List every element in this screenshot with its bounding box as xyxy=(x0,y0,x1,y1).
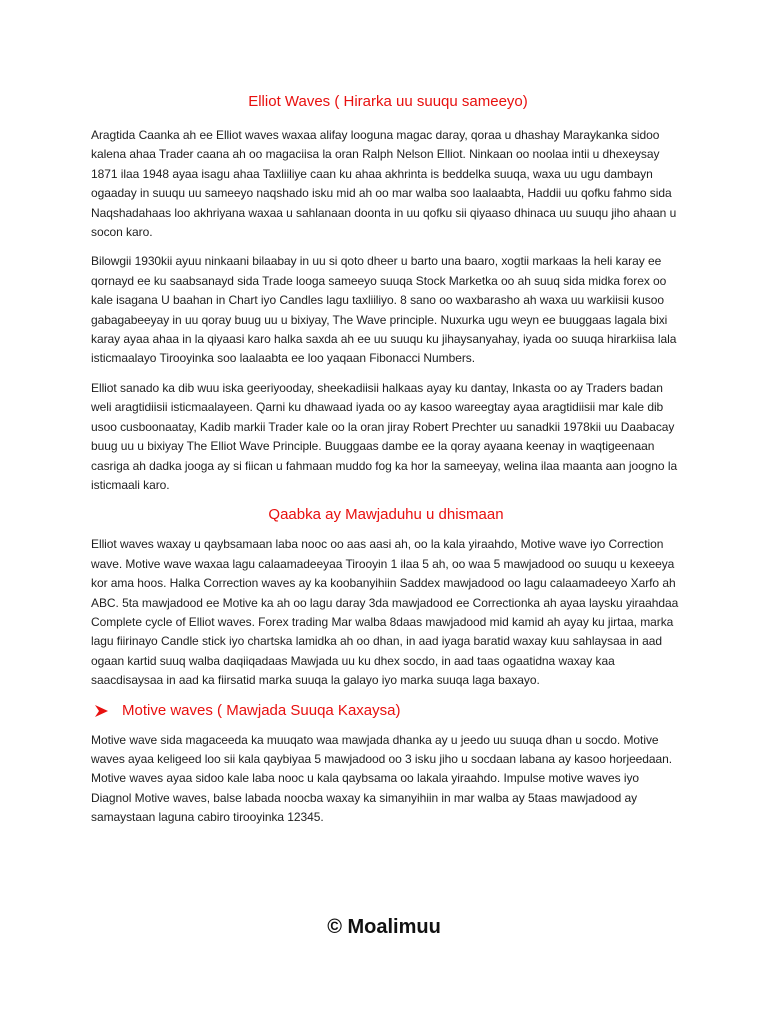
motive-waves-heading xyxy=(91,701,681,721)
motive-waves-heading-label: Motive waves ( Mawjada Suuqa Kaxaysa) xyxy=(122,701,401,719)
structure-paragraph: Elliot waves waxay u qaybsamaan laba nooc oo aas aasi ah, oo la kala yiraahdo, Motive wave iyo Correction wave. Motive wave waxaa lagu calaamadeeyaa Tirooyin 1 ilaa 5 ah, oo waa 5 mawjadood oo suuqu u kexeeya kor ama hoos. Halka Correction waves ay ka koobanyihiin Saddex mawjadood oo lagu calaamadeeyo Xarfo ah ABC. 5ta mawjadood ee Motive ka ah oo lagu daray 3da mawjadood ee Correctionka ah ayaa laysku yiraahdaa Complete cycle of Elliot waves. Forex trading Mar walba 8daas mawjadood mid kamid ah ayay ku jirtaa, marka lagu fiirinayo Candle stick iyo chartska lamidka ah oo dhan, in aad iyaga baratid waxay kuu sahlaysaa in aad ogaan kartid suuq walba daqiiqadaas Mawjada uu ku dhex socdo, in aad taas ogaatidna waxay kaa saacdisaysaa in aad ka fiirsatid marka suuqa la galayo iyo marka suuqa laga baxayo. xyxy=(91,537,679,688)
arrowhead-bullet-icon xyxy=(95,705,108,717)
document-content xyxy=(91,92,681,828)
intro-paragraph-1: Aragtida Caanka ah ee Elliot waves waxaa alifay looguna magac daray, qoraa u dhashay Maraykanka sidoo kalena ahaa Trader caana ah oo magaciisa la oran Ralph Nelson Elliot. Ninkaan oo noolaa intii u dhexeysay 1871 ilaa 1948 ayaa isagu ahaa Taxliiliye caan ku ahaa akhrinta is beddelka suuqa, waxa uu ugu dambayn ogaaday in suuqu uu sameeyo naqshado isku mid ah oo mar walba soo laalaabta, Haddii uu qofku fahmo sida Naqshadahaas loo akhriyana waxaa u sahlanaan doonta in uu qofku sii qiyaaso dhinaca uu suuqu jiho ahaan u socon karo. xyxy=(91,128,677,240)
intro-paragraph-3: Elliot sanado ka dib wuu iska geeriyooday, sheekadiisii halkaas ayay ku dantay, Inkasta oo ay Traders badan weli aragtidiisii isticmaalayeen. Qarni ku dhawaad iyada oo ay kasoo wareegtay ayaa aragtidiisii mar kale dib usoo cusboonaatay, Kadib markii Trader kale oo la oran jiray Robert Prechter uu sanadkii 1978kii uu Daabacay buug uu u bixiyay The Elliot Wave Principle. Buuggaas dambe ee la qoray ayaana keenay in waqtigeenaan casriga ah dadka jooga ay si fiican u fahmaan muddo fog ka hor la sameeyay, welina ilaa maanta aan joogno la isticmaali karo. xyxy=(91,380,678,492)
motive-paragraph: Motive wave sida magaceeda ka muuqato waa mawjada dhanka ay u jeedo uu suuqa dhan u socdo. Motive waves ayaa keligeed loo sii kala qaybiyaa 5 mawjadood oo 3 isku jiho u socdaan labana ay kasoo horjeedaan. Motive waves ayaa sidoo kale laba nooc u kala qaybsama oo lakala yiraahdo. Impulse motive waves iyo Diagnol Motive waves, balse labada noocba waxay ka simanyihiin in mar walba ay 5taas mawjadood ay samaystaan laguna cabiro tirooyinka 12345. xyxy=(91,732,673,825)
copyright-footer: © Moalimuu xyxy=(327,916,441,938)
intro-paragraph-2: Bilowgii 1930kii ayuu ninkaani bilaabay in uu si qoto dheer u barto una baaro, xogtii markaas la heli karay ee qornayd ee ku saabsanayd sida Trade looga sameeyo suuqa Stock Marketka oo ah suuq sida midka forex oo kale isagana U baahan in Chart iyo Candles lagu taxliiliyo. 8 sano oo waxbarasho ah waxa uu warkiisii kusoo gabagabeeyay in uu qoray buug uu u bixiyay, The Wave principle. Nuxurka ugu weyn ee buuggaas lagala bixi karay ayaa ahaa in la qiyaasi karo halka saxda ah ee uu suuqu ku jihaysanyahay, iyada oo suuqa hirarkiisa lala isticmaalayo Tirooyinka soo laalaabta ee loo yaqaan Fibonacci Numbers. xyxy=(91,254,677,366)
section-subtitle: Qaabka ay Mawjaduhu u dhismaan xyxy=(268,506,504,524)
page-title: Elliot Waves ( Hirarka uu suuqu sameeyo) xyxy=(248,93,528,110)
